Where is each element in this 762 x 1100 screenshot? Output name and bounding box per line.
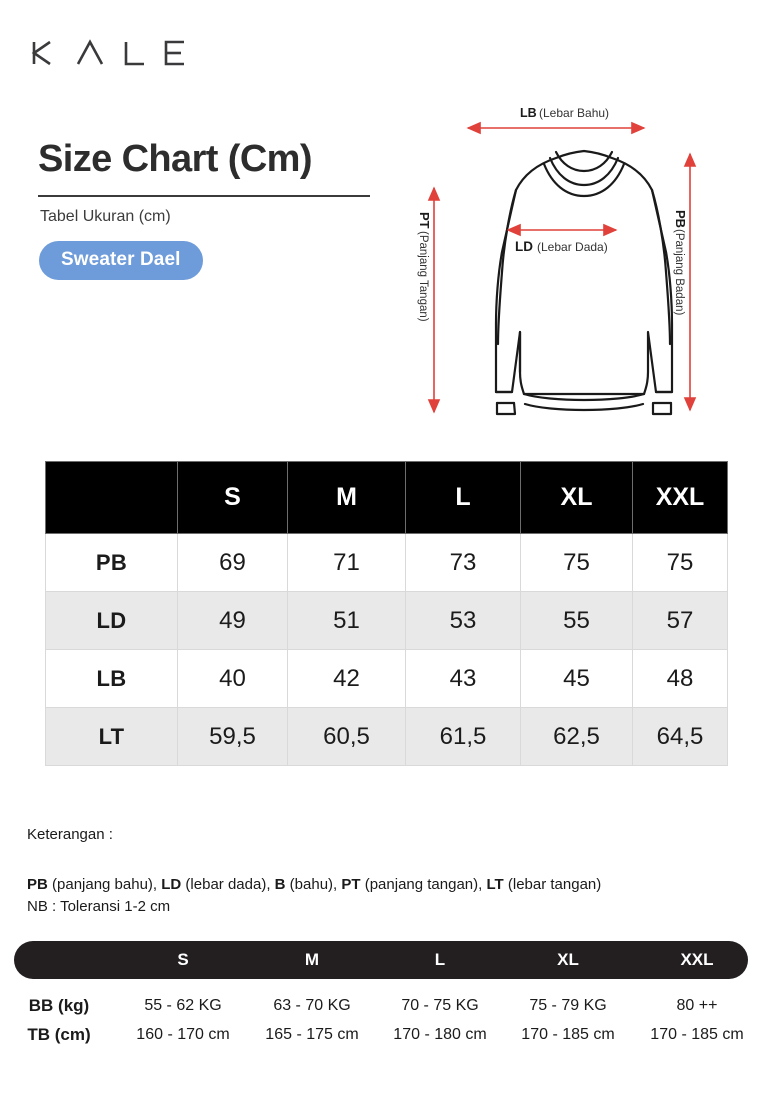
sweater-illustration-icon <box>398 92 762 434</box>
cell-ld-xxl: 57 <box>633 592 728 650</box>
size-col-xl: XL <box>521 462 633 534</box>
pb-desc-label: (Panjang Badan) <box>673 229 685 316</box>
page-subtitle: Tabel Ukuran (cm) <box>40 208 171 225</box>
table-row <box>0 1020 762 1049</box>
legend-desc-pt: (panjang tangan), <box>360 876 487 893</box>
size-table-corner <box>46 462 178 534</box>
cell-bb-l: 70 - 75 KG <box>401 996 479 1014</box>
keterangan-title: Keterangan : <box>27 826 113 843</box>
cell-ld-s: 49 <box>178 592 288 650</box>
table-row <box>46 650 728 708</box>
legend-desc-ld: (lebar dada), <box>181 876 275 893</box>
cell-lt-m: 60,5 <box>288 708 406 766</box>
cell-tb-m: 165 - 175 cm <box>265 1025 359 1043</box>
legend-code-ld: LD <box>161 876 182 893</box>
cell-ld-l: 53 <box>406 592 521 650</box>
cell-lb-l: 43 <box>406 650 521 708</box>
legend-desc-lt: (lebar tangan) <box>503 876 602 893</box>
size-table-header-row <box>46 462 728 534</box>
cell-ld-m: 51 <box>288 592 406 650</box>
cell-pb-s: 69 <box>178 534 288 592</box>
legend-desc-b: (bahu), <box>285 876 342 893</box>
body-row-label-tb: TB (cm) <box>27 1024 91 1044</box>
row-label-pb: PB <box>46 534 178 592</box>
cell-bb-m: 63 - 70 KG <box>273 996 351 1014</box>
cell-lt-l: 61,5 <box>406 708 521 766</box>
cell-tb-s: 160 - 170 cm <box>136 1025 230 1043</box>
pb-code-label: PB <box>673 210 688 229</box>
cell-lb-xxl: 48 <box>633 650 728 708</box>
cell-lb-s: 40 <box>178 650 288 708</box>
legend-code-lt: LT <box>486 876 504 893</box>
brand-logo <box>30 36 190 70</box>
cell-tb-xxl: 170 - 185 cm <box>650 1025 744 1043</box>
body-col-xxl: XXL <box>680 950 714 969</box>
cell-bb-xxl: 80 ++ <box>676 996 718 1014</box>
cell-pb-l: 73 <box>406 534 521 592</box>
table-row <box>46 592 728 650</box>
table-row <box>46 534 728 592</box>
row-label-lt: LT <box>46 708 178 766</box>
garment-diagram <box>398 92 762 434</box>
size-measurement-table <box>45 461 728 766</box>
keterangan-note: NB : Toleransi 1-2 cm <box>27 898 171 915</box>
size-col-l: L <box>406 462 521 534</box>
cell-bb-s: 55 - 62 KG <box>144 996 222 1014</box>
cell-pb-xxl: 75 <box>633 534 728 592</box>
body-table-header-grid <box>0 941 762 979</box>
body-table-corner <box>0 941 118 979</box>
cell-pb-m: 71 <box>288 534 406 592</box>
lb-code-label: LB <box>520 106 537 120</box>
body-col-m: M <box>304 950 320 969</box>
cell-lt-s: 59,5 <box>178 708 288 766</box>
table-row <box>0 991 762 1020</box>
body-col-s: S <box>177 950 189 969</box>
pt-code-label: PT <box>417 212 432 229</box>
body-table-body <box>0 991 762 1049</box>
cell-lb-xl: 45 <box>521 650 633 708</box>
cell-lb-m: 42 <box>288 650 406 708</box>
body-measure-table <box>0 941 762 1049</box>
legend-desc-pb: (panjang bahu), <box>47 876 162 893</box>
ld-desc-label: (Lebar Dada) <box>537 240 608 254</box>
page-title: Size Chart (Cm) <box>38 138 312 180</box>
pt-desc-label: (Panjang Tangan) <box>417 231 429 322</box>
body-col-xl: XL <box>557 950 579 969</box>
cell-bb-xl: 75 - 79 KG <box>529 996 607 1014</box>
size-col-s: S <box>178 462 288 534</box>
cell-lt-xxl: 64,5 <box>633 708 728 766</box>
cell-lt-xl: 62,5 <box>521 708 633 766</box>
table-row <box>46 708 728 766</box>
size-col-m: M <box>288 462 406 534</box>
cell-tb-l: 170 - 180 cm <box>393 1025 487 1043</box>
cell-ld-xl: 55 <box>521 592 633 650</box>
product-badge: Sweater Dael <box>39 241 203 280</box>
body-row-label-bb: BB (kg) <box>28 995 90 1015</box>
row-label-lb: LB <box>46 650 178 708</box>
legend-code-pt: PT <box>341 876 361 893</box>
legend-code-pb: PB <box>27 876 48 893</box>
keterangan-legend <box>27 876 601 893</box>
title-divider <box>38 195 370 197</box>
lb-desc-label: (Lebar Bahu) <box>539 106 610 120</box>
kale-wordmark-icon <box>30 36 190 70</box>
legend-code-b: B <box>274 876 286 893</box>
size-col-xxl: XXL <box>633 462 728 534</box>
body-col-l: L <box>434 950 446 969</box>
cell-pb-xl: 75 <box>521 534 633 592</box>
ld-code-label: LD <box>515 239 533 254</box>
body-table-header-row <box>0 941 762 979</box>
row-label-ld: LD <box>46 592 178 650</box>
cell-tb-xl: 170 - 185 cm <box>521 1025 615 1043</box>
